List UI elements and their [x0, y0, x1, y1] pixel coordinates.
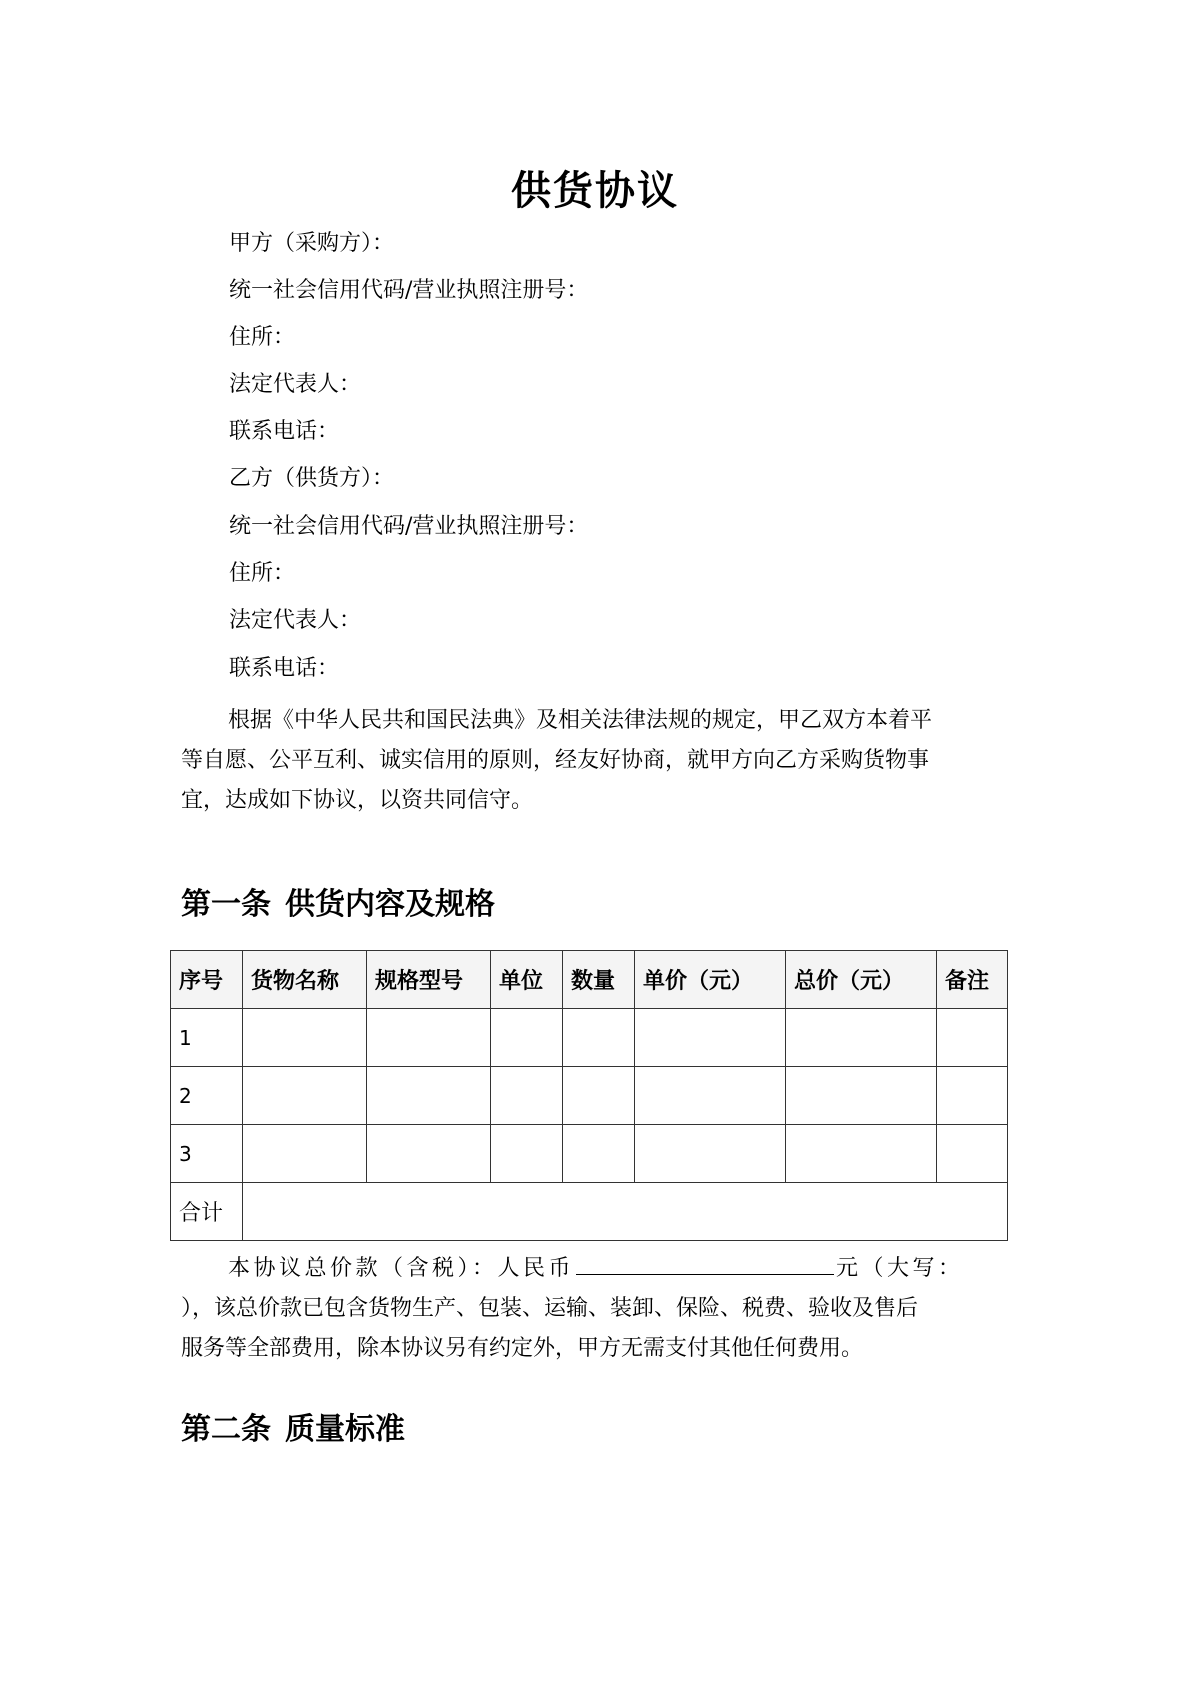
col-header-remarks: 备注: [937, 951, 1008, 1009]
cell-remarks[interactable]: [937, 1009, 1008, 1067]
party-b-phone: 联系电话：: [229, 656, 340, 681]
party-b-legal-rep: 法定代表人：: [229, 608, 362, 633]
table-row: [171, 1009, 1008, 1067]
cell-unit-price[interactable]: [635, 1067, 786, 1125]
table-header-row: [171, 951, 1008, 1009]
cell-total-price[interactable]: [786, 1067, 937, 1125]
row-index: 1: [171, 1009, 243, 1067]
article-2-title: 质量标准: [285, 1412, 405, 1447]
party-a-phone: 联系电话：: [229, 419, 340, 444]
price-clause-paragraph: [181, 1248, 1013, 1369]
row-index: 2: [171, 1067, 243, 1125]
cell-unit[interactable]: [491, 1067, 563, 1125]
col-header-unit: 单位: [491, 951, 563, 1009]
col-header-unit-price: 单价（元）: [635, 951, 786, 1009]
cell-total-price[interactable]: [786, 1009, 937, 1067]
cell-spec-model[interactable]: [367, 1125, 491, 1183]
cell-goods-name[interactable]: [243, 1125, 367, 1183]
cell-unit[interactable]: [491, 1125, 563, 1183]
party-a-credit-code: 统一社会信用代码/营业执照注册号：: [229, 278, 589, 303]
party-a-label: 甲方（采购方）：: [229, 231, 395, 256]
cell-remarks[interactable]: [937, 1067, 1008, 1125]
cell-goods-name[interactable]: [243, 1067, 367, 1125]
document-title: 供货协议: [511, 168, 679, 214]
price-clause-line-2: ），该总价款已包含货物生产、包装、运输、装卸、保险、税费、验收及售后: [181, 1296, 919, 1321]
cell-total-amount[interactable]: [243, 1183, 1008, 1241]
cell-unit-price[interactable]: [635, 1125, 786, 1183]
preamble-line-3: 宜，达成如下协议，以资共同信守。: [181, 788, 534, 813]
supply-spec-table: [170, 950, 1008, 1241]
cell-unit-price[interactable]: [635, 1009, 786, 1067]
table-row: [171, 1067, 1008, 1125]
party-b-credit-code: 统一社会信用代码/营业执照注册号：: [229, 514, 589, 539]
article-1-title: 供货内容及规格: [285, 887, 495, 922]
table-total-row: [171, 1183, 1008, 1241]
price-clause-part-1: 本协议总价款（含税）：人民币: [228, 1256, 575, 1281]
article-1-heading: [181, 885, 495, 925]
preamble-line-2: 等自愿、公平互利、诚实信用的原则，经友好协商，就甲方向乙方采购货物事: [181, 748, 930, 773]
preamble-paragraph: [181, 701, 1013, 821]
party-b-address: 住所：: [229, 561, 296, 586]
price-clause-part-2: 元（大写：: [836, 1256, 964, 1281]
col-header-spec-model: 规格型号: [367, 951, 491, 1009]
cell-unit[interactable]: [491, 1009, 563, 1067]
cell-spec-model[interactable]: [367, 1009, 491, 1067]
cell-spec-model[interactable]: [367, 1067, 491, 1125]
party-b-label: 乙方（供货方）：: [229, 466, 395, 491]
col-header-goods-name: 货物名称: [243, 951, 367, 1009]
cell-goods-name[interactable]: [243, 1009, 367, 1067]
party-a-address: 住所：: [229, 325, 296, 350]
cell-remarks[interactable]: [937, 1125, 1008, 1183]
total-label: 合计: [171, 1183, 243, 1241]
cell-quantity[interactable]: [563, 1067, 635, 1125]
price-clause-line-1: [181, 1248, 1013, 1289]
col-header-index: 序号: [171, 951, 243, 1009]
cell-total-price[interactable]: [786, 1125, 937, 1183]
article-1-number: 第一条: [181, 887, 271, 922]
article-2-number: 第二条: [181, 1412, 271, 1447]
cell-quantity[interactable]: [563, 1009, 635, 1067]
preamble-line-1: 根据《中华人民共和国民法典》及相关法律法规的规定，甲乙双方本着平: [228, 708, 933, 733]
article-2-heading: [181, 1410, 405, 1450]
col-header-total-price: 总价（元）: [786, 951, 937, 1009]
col-header-quantity: 数量: [563, 951, 635, 1009]
table-row: [171, 1125, 1008, 1183]
party-a-legal-rep: 法定代表人：: [229, 372, 362, 397]
cell-quantity[interactable]: [563, 1125, 635, 1183]
price-clause-line-3: 服务等全部费用，除本协议另有约定外，甲方无需支付其他任何费用。: [181, 1336, 864, 1361]
rmb-amount-blank[interactable]: [576, 1248, 834, 1275]
row-index: 3: [171, 1125, 243, 1183]
